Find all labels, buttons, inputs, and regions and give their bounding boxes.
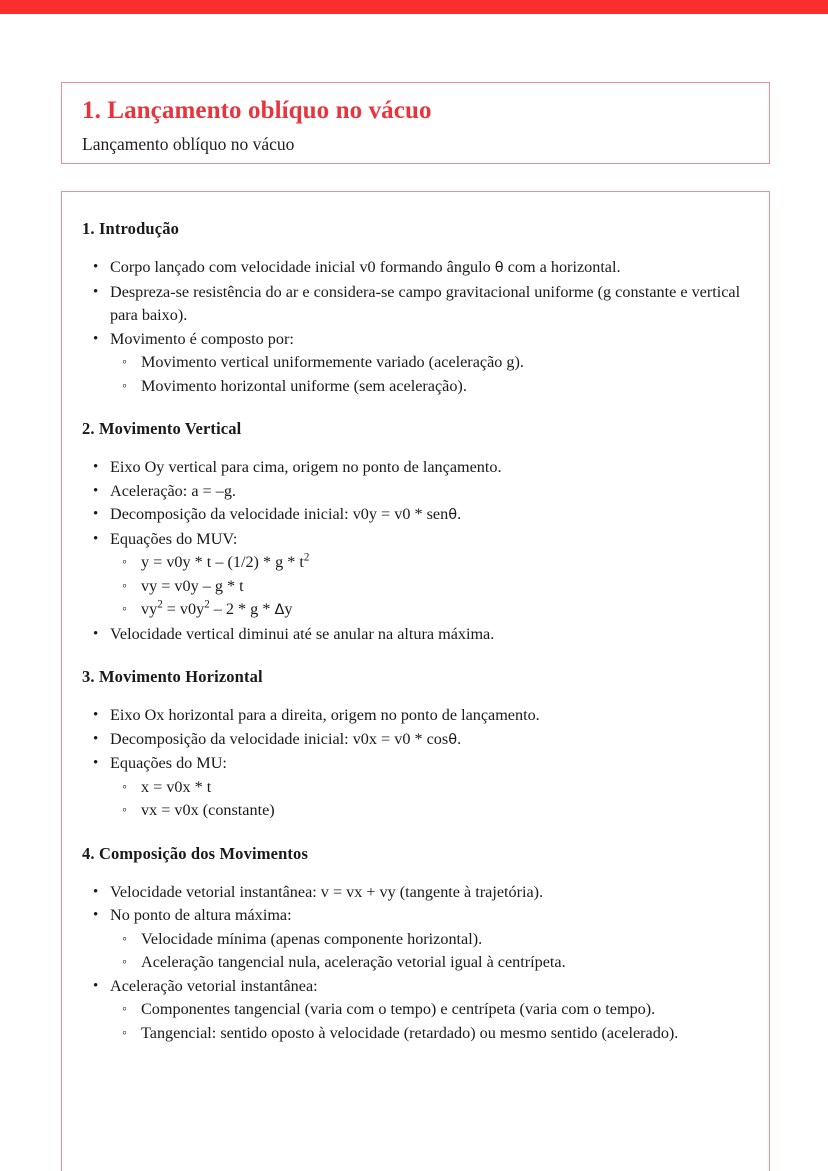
list-item-text: Despreza-se resistência do ar e considera-se campo gravitacional uniforme (g constante e vertical para baixo). [110, 282, 741, 324]
greek-symbol: θ [494, 260, 504, 276]
greek-symbol: Δ [274, 602, 285, 618]
bullet-list [82, 704, 743, 823]
list-item-text: Equações do MUV: [110, 529, 238, 548]
list-item [82, 975, 743, 1046]
document-content-card [61, 191, 770, 1171]
list-item [82, 752, 743, 823]
sub-list-item: ◦ Velocidade mínima (apenas componente horizontal). [110, 928, 743, 952]
page-subtitle: Lançamento oblíquo no vácuo [82, 134, 295, 154]
list-item [82, 328, 743, 399]
sub-bullet-list [110, 776, 743, 823]
list-item [82, 881, 743, 905]
content-section [82, 843, 743, 1046]
list-item [82, 528, 743, 623]
list-item-text: No ponto de altura máxima: [110, 906, 292, 924]
list-item-text: Corpo lançado com velocidade inicial v0 formando ângulo θ com a horizontal. [110, 258, 621, 276]
sub-list-item: ◦ vy = v0y – g * t [110, 575, 743, 599]
list-item [82, 623, 743, 647]
section-heading: 3. Movimento Horizontal [82, 667, 263, 686]
sub-list-item: ◦ vx = v0x (constante) [110, 799, 743, 823]
sub-bullet-list [110, 351, 743, 398]
list-item-text: Aceleração vetorial instantânea: [110, 976, 318, 995]
list-item [82, 728, 743, 753]
list-item [82, 256, 743, 281]
content-section [82, 418, 743, 646]
list-item [82, 456, 743, 480]
sub-list-item: ◦ Tangencial: sentido oposto à velocidade (retardado) ou mesmo sentido (acelerado). [110, 1022, 743, 1046]
document-header-card [61, 82, 770, 164]
list-item [82, 503, 743, 528]
document-page [0, 14, 828, 1171]
list-item-text: Decomposição da velocidade inicial: v0x = v0 * cosθ. [110, 729, 462, 748]
section-heading: 2. Movimento Vertical [82, 419, 242, 438]
section-heading: 1. Introdução [82, 219, 179, 238]
list-item [82, 904, 743, 975]
sub-list-item: ◦ Componentes tangencial (varia com o tempo) e centrípeta (varia com o tempo). [110, 998, 743, 1022]
list-item-text: Velocidade vetorial instantânea: v = vx + vy (tangente à trajetória). [110, 882, 544, 901]
content-section [82, 218, 743, 398]
greek-symbol: θ [448, 731, 458, 748]
list-item-text: Decomposição da velocidade inicial: v0y = v0 * senθ. [110, 505, 462, 523]
sub-list-item: ◦ Movimento vertical uniformemente variado (aceleração g). [110, 351, 743, 375]
list-item-text: Equações do MU: [110, 754, 227, 772]
superscript: 2 [204, 598, 210, 611]
bullet-list [82, 881, 743, 1046]
sub-list-item: ◦ Movimento horizontal uniforme (sem aceleração). [110, 375, 743, 399]
list-item [82, 480, 743, 504]
list-item-text: Movimento é composto por: [110, 329, 294, 348]
page-title: 1. Lançamento oblíquo no vácuo [82, 97, 432, 124]
sub-bullet-list [110, 928, 743, 975]
list-item-text: Aceleração: a = –g. [110, 481, 236, 500]
list-item-text: Velocidade vertical diminui até se anular na altura máxima. [110, 624, 495, 643]
list-item-text: Eixo Ox horizontal para a direita, origem no ponto de lançamento. [110, 706, 540, 724]
content-section [82, 666, 743, 823]
bullet-list [82, 256, 743, 398]
section-heading: 4. Composição dos Movimentos [82, 843, 309, 863]
top-accent-bar [0, 0, 828, 14]
sub-list-item: ◦ $y = v0y * t - (1/2) * g * t^2$ [110, 551, 743, 575]
sections-container [82, 218, 743, 1045]
sub-bullet-list [110, 998, 743, 1045]
sub-list-item: ◦ x = v0x * t [110, 776, 743, 800]
sub-bullet-list [110, 551, 743, 623]
superscript: 2 [303, 551, 310, 564]
sub-list-item: ◦ Aceleração tangencial nula, aceleração vetorial igual à centrípeta. [110, 951, 743, 975]
greek-symbol: θ [448, 507, 458, 523]
bullet-list [82, 456, 743, 646]
list-item-text: Eixo Oy vertical para cima, origem no ponto de lançamento. [110, 458, 502, 476]
superscript: 2 [157, 598, 163, 611]
sub-list-item: ◦ $vy^2 = v0y^2 - 2 * g * \Delta y$ [110, 598, 743, 623]
list-item [82, 704, 743, 728]
list-item [82, 281, 743, 328]
